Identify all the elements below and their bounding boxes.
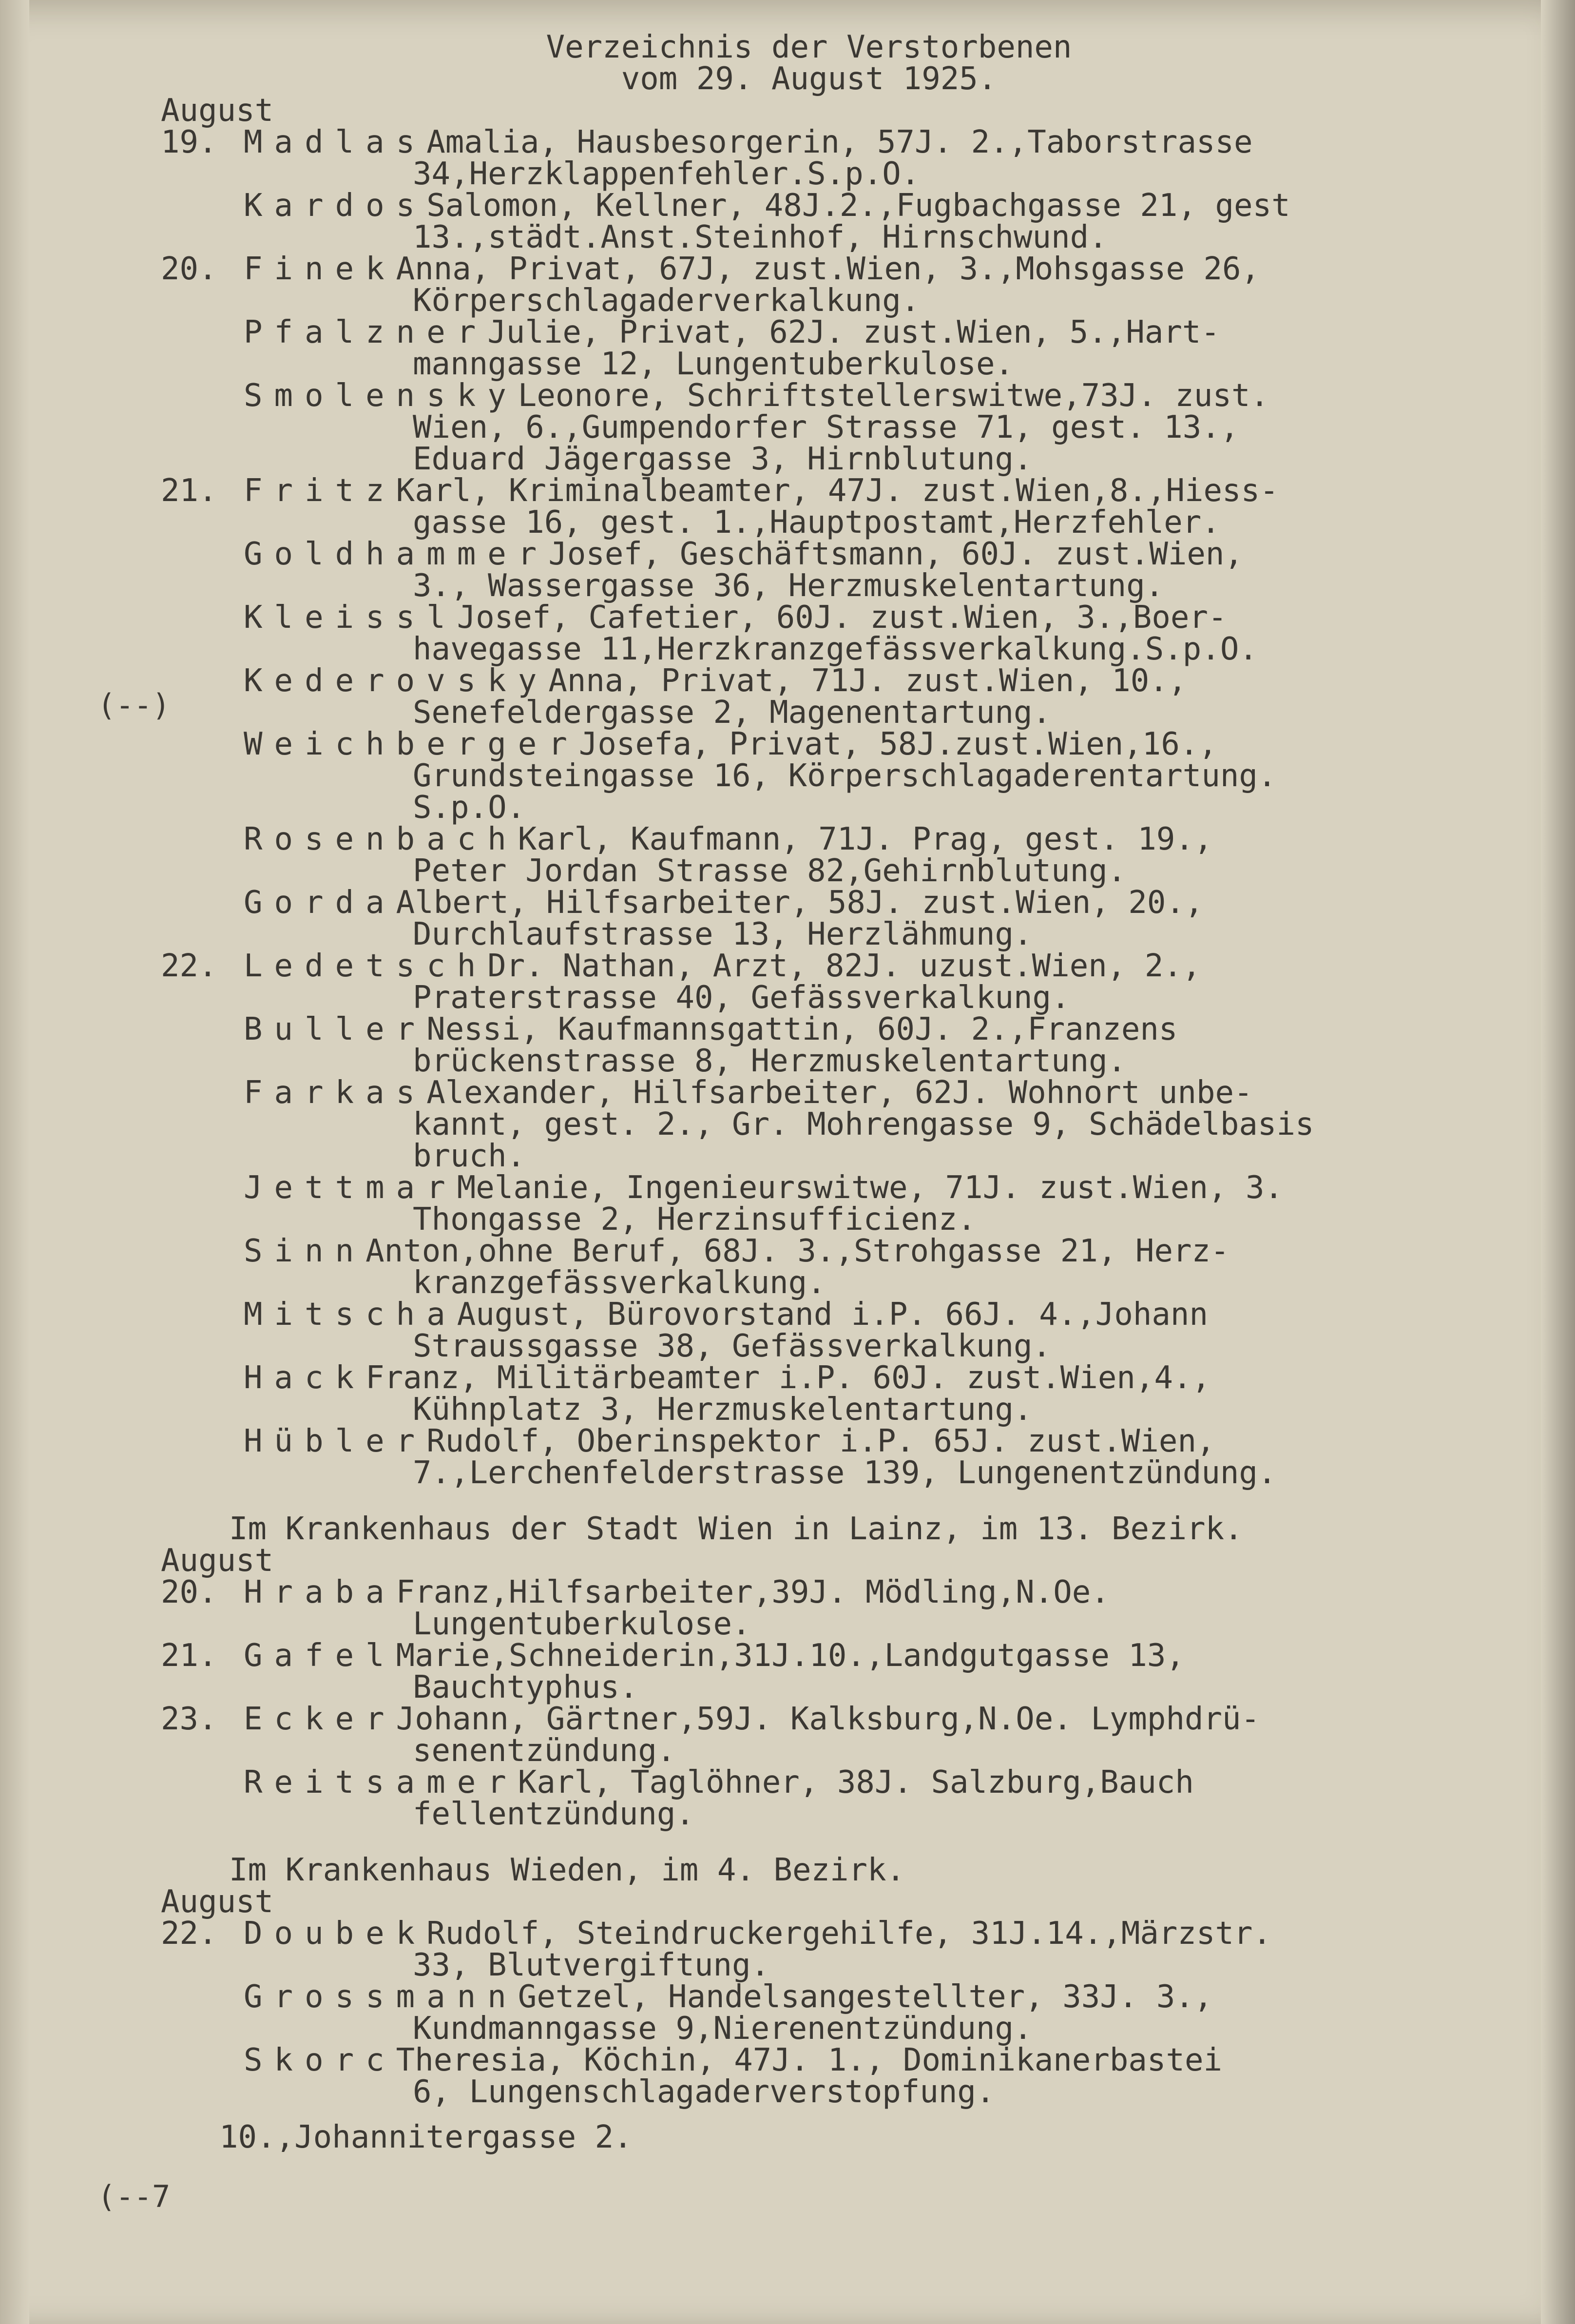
- entry-first-line: [244, 1172, 1477, 1204]
- entry-line: Josef, Geschäftsmann, 60J. zust.Wien,: [548, 536, 1243, 572]
- entry-line: Johann, Gärtner,59J. Kalksburg,N.Oe. Lymphdrü-: [396, 1701, 1260, 1737]
- entry-first-line: [244, 1011, 1477, 1047]
- entry-text: [244, 1764, 1477, 1832]
- entry-text: [244, 1233, 1477, 1301]
- entry-line: 3., Wassergasse 36, Herzmuskelentartung.: [413, 568, 1164, 604]
- entry-text: [244, 821, 1477, 889]
- entry-line: kannt, gest. 2., Gr. Mohrengasse 9, Schädelbasis: [413, 1106, 1314, 1143]
- entry-first-line: [244, 887, 1477, 919]
- deceased-surname: Buller: [244, 1011, 427, 1047]
- deceased-surname: Kederovsky: [244, 663, 549, 699]
- footer-line: 10.,Johannitergasse 2.: [219, 2119, 633, 2155]
- deceased-surname: Kleissl: [244, 600, 457, 636]
- title-line-2: vom 29. August 1925.: [621, 61, 997, 97]
- entry-first-line: [244, 1299, 1477, 1331]
- entry-line: Franz, Militärbeamter i.P. 60J. zust.Wien,4.,: [365, 1360, 1211, 1396]
- deceased-surname: Fritz: [244, 473, 396, 509]
- list-item: [161, 2042, 1477, 2110]
- entry-line: 6, Lungenschlagaderverstopfung.: [413, 2074, 995, 2110]
- entry-first-line: [244, 1233, 1477, 1269]
- entry-first-line: [244, 821, 1477, 857]
- entry-day: [161, 887, 244, 950]
- entry-first-line: [244, 536, 1477, 572]
- entry-line: Anton,ohne Beruf, 68J. 3.,Strohgasse 21, Herz-: [365, 1233, 1229, 1269]
- month-label: August: [161, 93, 274, 129]
- entry-day: [161, 1767, 244, 1830]
- entry-first-line: [244, 190, 1477, 222]
- deceased-surname: Kardos: [244, 188, 427, 224]
- deceased-surname: Reitsamer: [244, 1764, 518, 1801]
- entry-day: 22.: [161, 1916, 217, 1952]
- deceased-surname: Hraba: [244, 1574, 396, 1610]
- entry-day: 21.: [161, 1638, 217, 1674]
- deceased-surname: Jettmar: [244, 1170, 457, 1206]
- deceased-surname: Ecker: [244, 1701, 396, 1737]
- entry-text: [244, 665, 1477, 729]
- entry-line: Wien, 6.,Gumpendorfer Strasse 71, gest. 13.,: [413, 409, 1239, 445]
- entry-text: [244, 887, 1477, 950]
- entry-first-line: [244, 665, 1477, 697]
- entry-first-line: [244, 1574, 1477, 1610]
- entry-day: 21.: [161, 473, 217, 509]
- entry-line: manngasse 12, Lungentuberkulose.: [413, 346, 1014, 382]
- entry-line: Salomon, Kellner, 48J.2.,Fugbachgasse 21, gest: [426, 188, 1290, 224]
- entry-line: Melanie, Ingenieurswitwe, 71J. zust.Wien, 3.: [457, 1170, 1284, 1206]
- entry-text: [244, 253, 1477, 317]
- entry-line: Anna, Privat, 71J. zust.Wien, 10.,: [548, 663, 1187, 699]
- entry-day: [161, 1426, 244, 1489]
- entry-day: [161, 602, 244, 665]
- entry-first-line: [244, 253, 1477, 285]
- entry-line: 13.,städt.Anst.Steinhof, Hirnschwund.: [413, 219, 1108, 255]
- entry-line: Amalia, Hausbesorgerin, 57J. 2.,Taborstrasse: [426, 124, 1253, 160]
- entry-first-line: [244, 602, 1477, 634]
- entry-first-line: [244, 1981, 1477, 2013]
- entry-line: gasse 16, gest. 1.,Hauptpostamt,Herzfehler.: [413, 504, 1220, 541]
- entry-text: [244, 602, 1477, 665]
- entry-line: Alexander, Hilfsarbeiter, 62J. Wohnort unbe-: [426, 1075, 1253, 1111]
- entry-day: [161, 1172, 244, 1236]
- entry-day: [161, 729, 244, 824]
- list-item: [161, 1299, 1477, 1362]
- entry-line: Leonore, Schriftstellerswitwe,73J. zust.: [518, 378, 1269, 414]
- entry-day: 19.: [161, 124, 217, 160]
- deceased-surname: Farkas: [244, 1075, 427, 1111]
- entry-line: Senefeldergasse 2, Magenentartung.: [413, 695, 1052, 731]
- list-item: [161, 1640, 1477, 1704]
- entry-day: [161, 665, 244, 729]
- list-item: [161, 190, 1477, 253]
- list-item: [161, 1764, 1477, 1832]
- entry-text: [244, 1640, 1477, 1704]
- entry-line: havegasse 11,Herzkranzgefässverkalkung.S.p.O.: [413, 631, 1258, 667]
- deceased-surname: Grossmann: [244, 1979, 518, 2015]
- entry-first-line: [244, 1701, 1477, 1737]
- deceased-surname: Pfalzner: [244, 314, 488, 350]
- entry-text: [244, 190, 1477, 253]
- entry-first-line: [244, 2042, 1477, 2078]
- entry-line: S.p.O.: [413, 790, 526, 826]
- entry-line: Straussgasse 38, Gefässverkalkung.: [413, 1328, 1052, 1364]
- entry-day: [161, 1299, 244, 1362]
- entry-text: [244, 1423, 1477, 1491]
- deceased-surname: Rosenbach: [244, 821, 518, 857]
- margin-note: (--): [97, 687, 171, 723]
- entry-text: [244, 726, 1477, 826]
- list-item: [161, 887, 1477, 950]
- entry-line: Albert, Hilfsarbeiter, 58J. zust.Wien, 20.,: [396, 885, 1204, 921]
- list-item: [161, 726, 1477, 826]
- section-heading-lainz: Im Krankenhaus der Stadt Wien in Lainz, im 13. Bezirk.: [229, 1511, 1243, 1547]
- entry-text: [244, 124, 1477, 192]
- list-item: [161, 124, 1477, 192]
- entry-line: Praterstrasse 40, Gefässverkalkung.: [413, 980, 1070, 1016]
- entry-first-line: [244, 1077, 1477, 1109]
- entry-text: [244, 536, 1477, 604]
- entry-line: 33, Blutvergiftung.: [413, 1947, 770, 1983]
- list-item: [161, 1362, 1477, 1426]
- deceased-surname: Skorc: [244, 2042, 396, 2078]
- entry-line: Karl, Kaufmann, 71J. Prag, gest. 19.,: [518, 821, 1213, 857]
- document-body: [161, 29, 1477, 2155]
- list-item: [161, 1701, 1477, 1769]
- deceased-surname: Gorda: [244, 885, 396, 921]
- deceased-surname: Doubek: [244, 1916, 427, 1952]
- entry-list-wieden: [161, 1918, 1477, 2108]
- entry-day: [161, 824, 244, 887]
- entry-first-line: [244, 475, 1477, 507]
- entry-first-line: [244, 314, 1477, 350]
- list-item: [161, 1077, 1477, 1172]
- entry-text: [244, 1299, 1477, 1362]
- entry-line: Julie, Privat, 62J. zust.Wien, 5.,Hart-: [487, 314, 1220, 350]
- entry-line: Thongasse 2, Herzinsufficienz.: [413, 1201, 976, 1238]
- entry-day: 23.: [161, 1701, 217, 1737]
- deceased-surname: Finek: [244, 251, 396, 287]
- entry-line: Kühnplatz 3, Herzmuskelentartung.: [413, 1392, 1033, 1428]
- entry-day: [161, 2045, 244, 2108]
- document-title: [141, 29, 1477, 97]
- entry-line: Grundsteingasse 16, Körperschlagaderentartung.: [413, 758, 1277, 794]
- list-item: [161, 1981, 1477, 2045]
- entry-line: Rudolf, Steindruckergehilfe, 31J.14.,Märzstr.: [426, 1916, 1272, 1952]
- list-item: [161, 821, 1477, 889]
- entry-text: [244, 950, 1477, 1014]
- entry-line: Karl, Kriminalbeamter, 47J. zust.Wien,8.,Hiess-: [396, 473, 1279, 509]
- list-item: [161, 536, 1477, 604]
- entry-line: Dr. Nathan, Arzt, 82J. uzust.Wien, 2.,: [487, 948, 1201, 984]
- entry-day: [161, 380, 244, 475]
- entry-line: Körperschlagaderverkalkung.: [413, 283, 920, 319]
- deceased-surname: Weichberger: [244, 726, 579, 762]
- month-label: August: [161, 1543, 274, 1579]
- entry-line: Anna, Privat, 67J, zust.Wien, 3.,Mohsgasse 26,: [396, 251, 1260, 287]
- entry-line: Karl, Taglöhner, 38J. Salzburg,Bauch: [518, 1764, 1194, 1801]
- list-item: [161, 1172, 1477, 1236]
- entry-line: 7.,Lerchenfelderstrasse 139, Lungenentzündung.: [413, 1455, 1277, 1491]
- entry-day: 22.: [161, 948, 217, 984]
- list-item: [161, 1011, 1477, 1079]
- entry-first-line: [244, 1918, 1477, 1950]
- entry-day: [161, 1236, 244, 1299]
- list-item: [161, 1918, 1477, 1981]
- entry-text: [244, 2042, 1477, 2110]
- list-item: [161, 665, 1477, 729]
- entry-day: [161, 190, 244, 253]
- deceased-surname: Gafel: [244, 1638, 396, 1674]
- deceased-surname: Mitscha: [244, 1297, 457, 1333]
- entry-line: bruch.: [413, 1138, 526, 1174]
- list-item: [161, 475, 1477, 539]
- entry-line: Getzel, Handelsangestellter, 33J. 3.,: [518, 1979, 1213, 2015]
- entry-line: Lungentuberkulose.: [413, 1606, 751, 1642]
- list-item: [161, 1423, 1477, 1491]
- entry-line: brückenstrasse 8, Herzmuskelentartung.: [413, 1043, 1127, 1079]
- entry-text: [244, 1077, 1477, 1172]
- entry-line: Marie,Schneiderin,31J.10.,Landgutgasse 13,: [396, 1638, 1185, 1674]
- deceased-surname: Hack: [244, 1360, 366, 1396]
- entry-text: [244, 1918, 1477, 1981]
- entry-first-line: [244, 726, 1477, 762]
- entry-first-line: [244, 1362, 1477, 1394]
- entry-line: 34,Herzklappenfehler.S.p.O.: [413, 156, 920, 192]
- entry-day: [161, 1014, 244, 1077]
- entry-text: [244, 314, 1477, 382]
- entry-list-main: [161, 124, 1477, 1491]
- deceased-surname: Sinn: [244, 1233, 366, 1269]
- entry-day: [161, 1077, 244, 1172]
- deceased-surname: Madlas: [244, 124, 427, 160]
- section-heading-wieden: Im Krankenhaus Wieden, im 4. Bezirk.: [229, 1852, 905, 1888]
- entry-line: Eduard Jägergasse 3, Hirnblutung.: [413, 441, 1033, 477]
- entry-line: Josefa, Privat, 58J.zust.Wien,16.,: [578, 726, 1217, 762]
- deceased-surname: Hübler: [244, 1423, 427, 1459]
- entry-text: [244, 1701, 1477, 1769]
- entry-day: [161, 317, 244, 380]
- entry-line: kranzgefässverkalkung.: [413, 1265, 826, 1301]
- list-item: [161, 1574, 1477, 1642]
- entry-day: 20.: [161, 1574, 217, 1610]
- entry-list-lainz: [161, 1574, 1477, 1832]
- margin-note: (--7: [97, 2179, 171, 2214]
- entry-line: Theresia, Köchin, 47J. 1., Dominikanerbastei: [396, 2042, 1223, 2078]
- month-label: August: [161, 1884, 274, 1920]
- list-item: [161, 950, 1477, 1014]
- entry-line: August, Bürovorstand i.P. 66J. 4.,Johann: [457, 1297, 1208, 1333]
- entry-day: 20.: [161, 251, 217, 287]
- entry-line: Franz,Hilfsarbeiter,39J. Mödling,N.Oe.: [396, 1574, 1110, 1610]
- entry-text: [244, 475, 1477, 539]
- entry-first-line: [244, 1423, 1477, 1459]
- entry-first-line: [244, 1640, 1477, 1672]
- entry-line: fellentzündung.: [413, 1796, 694, 1832]
- entry-line: Durchlaufstrasse 13, Herzlähmung.: [413, 916, 1033, 952]
- entry-day: [161, 1362, 244, 1426]
- deceased-surname: Goldhammer: [244, 536, 549, 572]
- list-item: [161, 314, 1477, 382]
- deceased-surname: Ledetsch: [244, 948, 488, 984]
- entry-text: [244, 380, 1477, 475]
- entry-first-line: [244, 124, 1477, 160]
- entry-text: [244, 1172, 1477, 1236]
- entry-line: Rudolf, Oberinspektor i.P. 65J. zust.Wien,: [426, 1423, 1215, 1459]
- entry-line: Kundmanngasse 9,Nierenentzündung.: [413, 2011, 1033, 2047]
- entry-first-line: [244, 380, 1477, 412]
- entry-text: [244, 1011, 1477, 1079]
- entry-line: Nessi, Kaufmannsgattin, 60J. 2.,Franzens: [426, 1011, 1178, 1047]
- entry-first-line: [244, 950, 1477, 982]
- list-item: [161, 1233, 1477, 1301]
- entry-line: senentzündung.: [413, 1733, 676, 1769]
- entry-line: Bauchtyphus.: [413, 1669, 638, 1705]
- entry-text: [244, 1981, 1477, 2045]
- list-item: [161, 602, 1477, 665]
- deceased-surname: Smolensky: [244, 378, 518, 414]
- entry-text: [244, 1362, 1477, 1426]
- entry-day: [161, 1981, 244, 2045]
- entry-line: Peter Jordan Strasse 82,Gehirnblutung.: [413, 853, 1127, 889]
- title-line-1: Verzeichnis der Verstorbenen: [546, 29, 1072, 65]
- entry-line: Josef, Cafetier, 60J. zust.Wien, 3.,Boer-: [457, 600, 1227, 636]
- entry-text: [244, 1574, 1477, 1642]
- entry-day: [161, 539, 244, 602]
- list-item: [161, 380, 1477, 475]
- list-item: [161, 253, 1477, 317]
- entry-first-line: [244, 1764, 1477, 1801]
